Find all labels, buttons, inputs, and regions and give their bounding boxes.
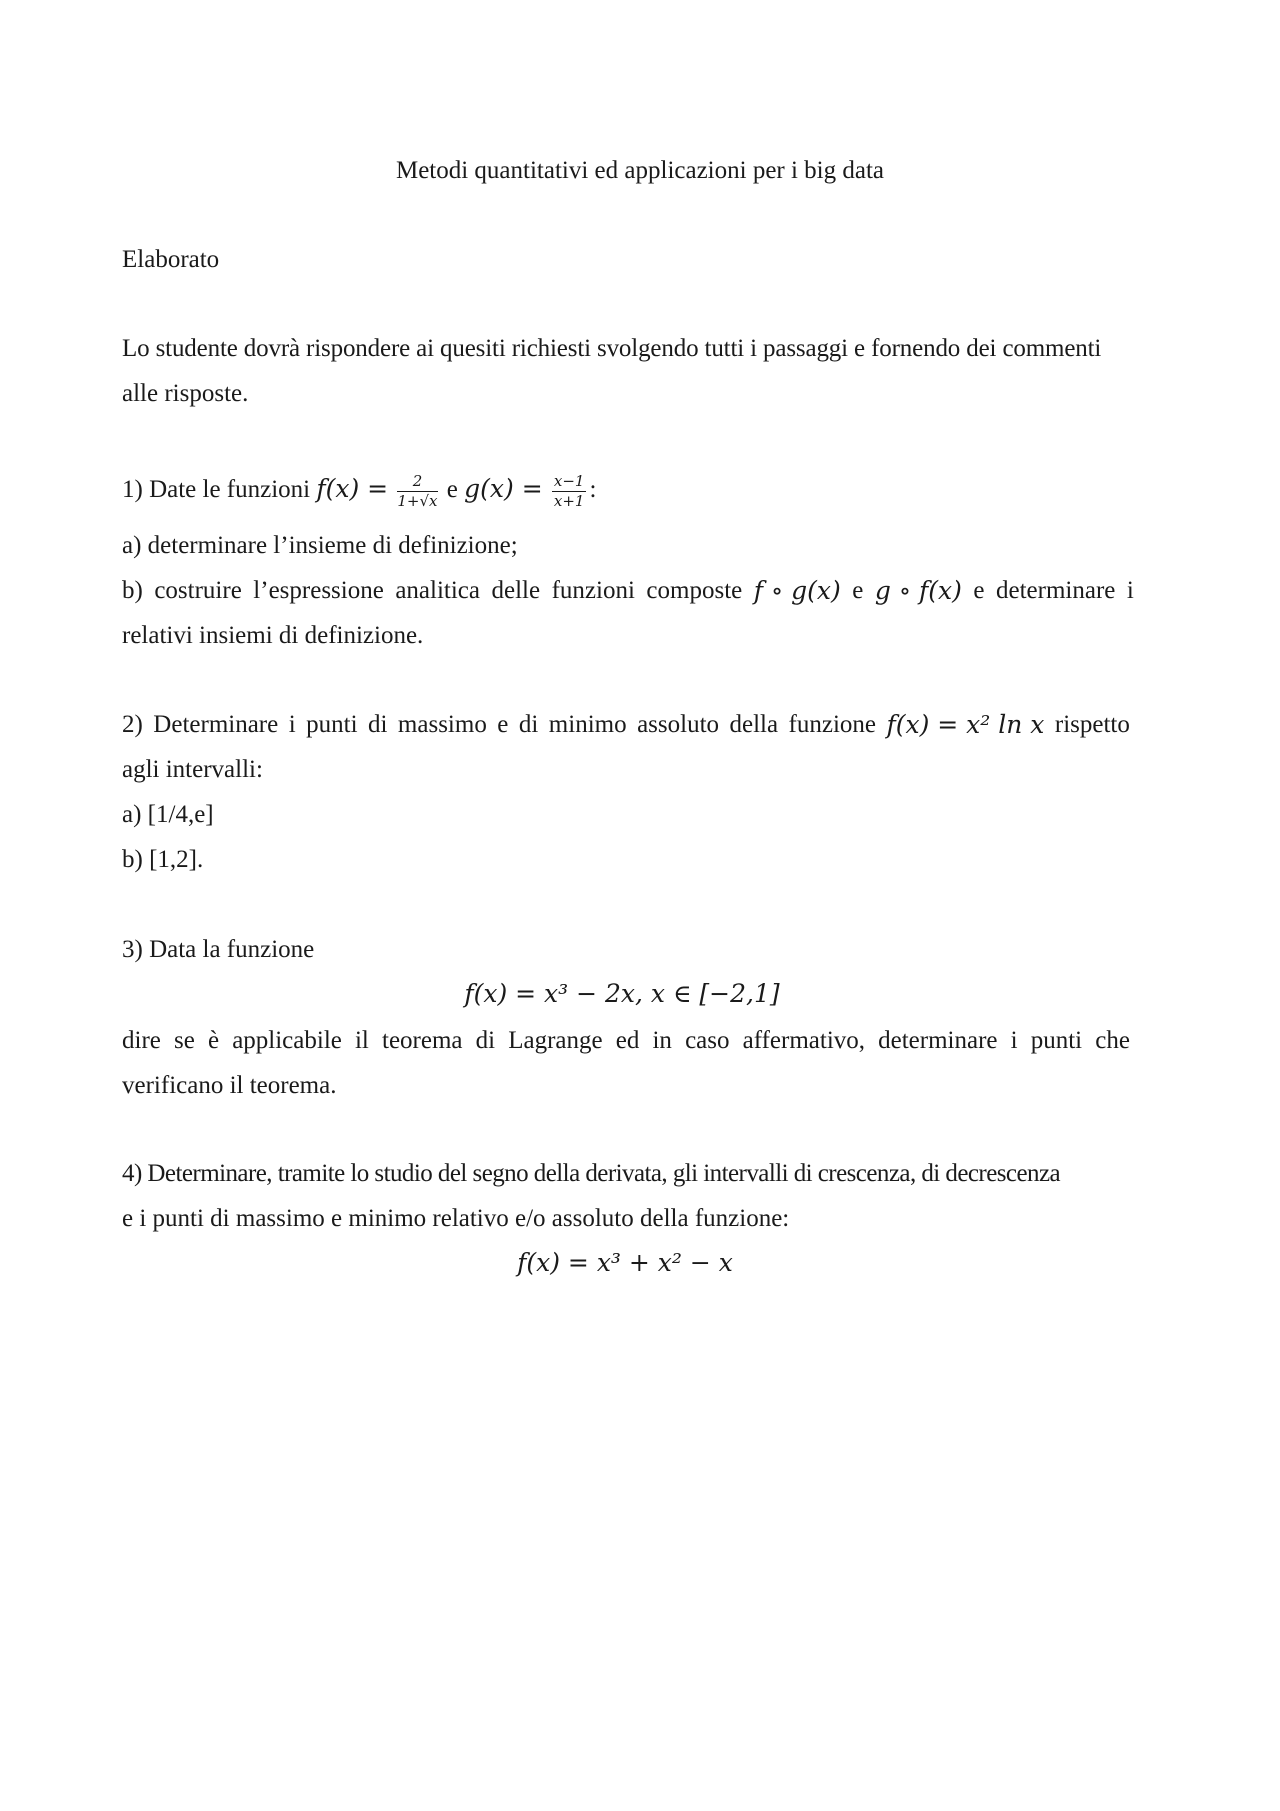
q2-word: della [729,711,779,738]
q2-word: Determinare [153,711,279,738]
q1-g-fraction [552,473,587,509]
q2-formula: f(x) = x² ln x [886,710,1045,739]
q3-word: il [354,1027,369,1054]
q3-word: punti [1030,1027,1083,1054]
q3-line-2: verificano il teorema. [122,1072,337,1099]
q4-line-2: e i punti di massimo e minimo relativo e/o assoluto della funzione: [122,1205,790,1232]
q1-part-a: a) determinare l’insieme di definizione; [122,532,518,559]
q1-b-word: e [973,577,985,604]
q3-word: determinare [878,1027,998,1054]
q3-word: ed [615,1027,640,1054]
q1-part-b-line-1 [122,578,1134,603]
q2-part-a: a) [1/4,e] [122,801,214,828]
q1-f-fraction [397,473,437,509]
q1-b-composition-fg: f ∘ g(x) [753,576,841,605]
q2-word: assoluto [637,711,720,738]
intro-line-1: Lo studente dovrà rispondere ai quesiti richiesti svolgendo tutti i passaggi e fornendo dei commenti [122,335,1102,362]
q1-g-denominator: x+1 [553,491,585,510]
q3-formula: f(x) = x³ − 2x, x ∈ [−2,1] [464,979,780,1008]
q3-line-1 [122,1028,1130,1053]
q2-word: i [288,711,296,738]
q3-word: applicabile [232,1027,342,1054]
q1-b-word: funzioni [551,577,635,604]
q1-part-b-line-2: relativi insiemi di definizione. [122,622,424,649]
q2-word: funzione [788,711,877,738]
q3-word: i [1010,1027,1018,1054]
q1-b-word: analitica [395,577,480,604]
q2-word: rispetto [1054,711,1130,738]
q1-b-word: composte [646,577,743,604]
q3-word: teorema [382,1027,463,1054]
q3-word: Lagrange [508,1027,603,1054]
q3-word: affermativo, [742,1027,866,1054]
q3-lead: 3) Data la funzione [122,936,315,963]
q1-b-word: b) [122,577,143,604]
q1-b-word: determinare [996,577,1116,604]
q1-b-word: e [852,577,864,604]
q2-line-2: agli intervalli: [122,756,263,783]
q1-and: e [446,476,458,503]
q1-g-numerator: x−1 [553,472,585,491]
document-title: Metodi quantitativi ed applicazioni per i big data [395,157,885,184]
q1-b-composition-gf: g ∘ f(x) [874,576,962,605]
q2-word: di [518,711,539,738]
q3-word: di [475,1027,496,1054]
q2-word: e [497,711,509,738]
heading-elaborato: Elaborato [122,246,220,273]
q3-word: caso [685,1027,730,1054]
intro-line-2: alle risposte. [122,380,249,407]
q1-b-word: l’espressione [253,577,384,604]
q1-lead-line [122,461,596,518]
q2-line-1 [122,712,1130,737]
q4-formula: f(x) = x³ + x² − x [517,1248,733,1277]
q2-word: di [368,711,388,738]
q1-f-numerator: 2 [397,473,437,492]
q1-b-word: costruire [154,577,242,604]
q2-part-b: b) [1,2]. [122,846,204,873]
q2-word: minimo [548,711,627,738]
q1-colon: : [589,476,597,503]
q3-word: in [652,1027,672,1054]
q1-f-label: f(x) = [316,474,389,503]
q3-word: è [207,1027,220,1054]
q1-lead: 1) Date le funzioni [122,476,311,503]
q3-word: dire [122,1027,161,1054]
q1-b-word: i [1126,577,1134,604]
q3-word: che [1095,1027,1130,1054]
q3-word: se [174,1027,195,1054]
q4-line-1: 4) Determinare, tramite lo studio del segno della derivata, gli intervalli di crescenza, di decrescenza [122,1160,1061,1187]
q2-word: massimo [397,711,487,738]
q1-f-denominator: 1+√x [397,491,438,510]
q1-g-label: g(x) = [464,474,543,503]
q1-b-word: delle [491,577,541,604]
q2-word: punti [306,711,358,738]
q2-word: 2) [122,711,143,738]
